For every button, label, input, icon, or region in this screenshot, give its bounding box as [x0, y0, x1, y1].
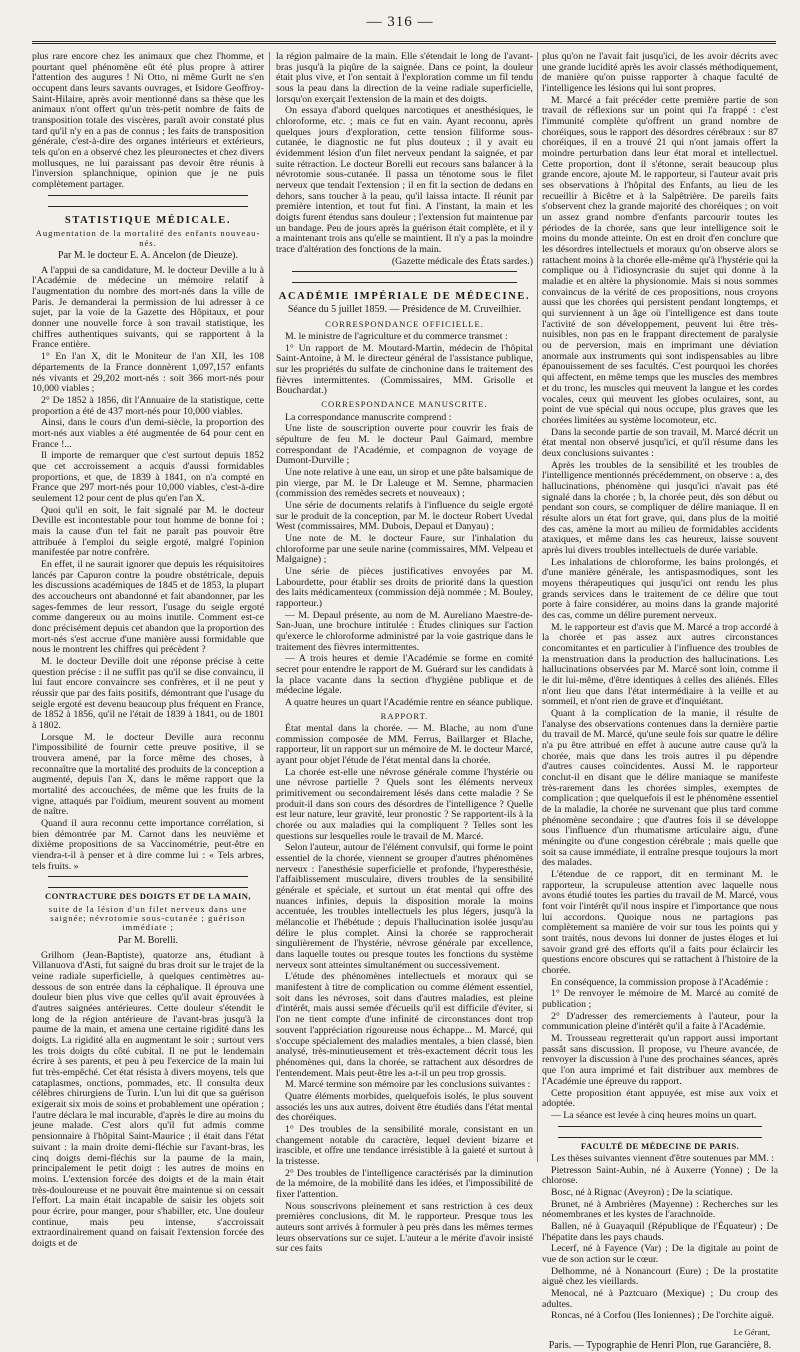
section-ornament [292, 271, 517, 283]
paragraph: M. Marcé termine son mémoire par les conclusions suivantes : [285, 1079, 531, 1091]
paragraph: Dans la seconde partie de son travail, M. Marcé décrit un état mental non observé jusqu'ici, et qu'il résume dans les deux conclusions suivantes : [542, 426, 778, 459]
section-heading-contracture: CONTRACTURE DES DOIGTS ET DE LA MAIN, [45, 891, 251, 902]
paragraph: M. Trousseau regretterait qu'un rapport aussi important passât sans discussion. Il propose, vu l'heure avancée, de renvoyer la discussion à l'une des prochaines séances, après que l'on aura imprimé et fait distribuer aux membres de l'Académie une épreuve du rapport. [542, 1033, 778, 1087]
thesis-entry: Pietresson Saint-Aubin, né à Auxerre (Yonne) ; De la chlorose. [542, 1164, 778, 1187]
paragraph: M. le ministre de l'agriculture et du commerce transmet : [285, 331, 508, 343]
section-heading-faculte: FACULTÉ DE MÉDECINE DE PARIS. [580, 1140, 740, 1151]
column-1 [32, 51, 264, 1249]
page-number: — 316 — [366, 14, 434, 30]
column-divider [537, 52, 538, 1162]
paragraph: plus rare encore chez les animaux que chez l'homme, et pourtant quel phénomène eût été plus propre à attirer l'attention des augures ! Ni Otto, ni même Gurlt ne s'en occupent dans leurs savants ouvrages, et Isidore Geoffroy-Saint-Hilaire, après avoir mentionné dans sa thèse que les animaux n'ont offert qu'un très-petit nombre de faits de transposition totale des viscères, paraît avoir constaté plus tard qu'il n'y en a pas de connus ; les faits de transposition générale, c'est-à-dire des organes intérieurs et extérieurs, tels qu'on en a observé chez les pleuronectes et chez divers mollusques, ne lui paraissant pas devoir être réunis à l'inversion splanchnique, opinion que je ne puis complètement partager. [32, 51, 264, 191]
thesis-entry: Lecerf, né à Fayence (Var) ; De la digitale au point de vue de son action sur le cœur. [542, 1243, 778, 1265]
paragraph: Quant à la complication de la manie, il résulte de l'analyse des observations contenues dans la dernière partie du travail de M. Marcé, qu'une seule fois sur quatre le délire n'a pu être attribué en effet à aucune autre cause qu'à la chorée, mais que dans les trois autres il pu dépendre d'autres causes coïncidentes. Aussi M. le rapporteur conclut-il en disant que le délire maniaque se manifeste très-rarement dans les chorées simples, exemptes de complication ; que quelquefois il est le phénomène essentiel de la maladie, la chorée ne survenant que plus tard comme phénomène secondaire ; que d'autres fois il se développe sous l'influence d'un rhumatisme articulaire aigu, d'une méningite ou d'une congestion cérébrale ; mais quelle que soit sa cause immédiate, il entraîne presque toujours la mort des malades. [542, 707, 778, 869]
paragraph: plus qu'on ne l'avait fait jusqu'ici, de les avoir décrits avec une grande lucidité après les avoir classés méthodiquement, de manière qu'on puisse rapporter à chaque faculté de l'intelligence les lésions qui lui sont propres. [542, 51, 778, 95]
gerant-signature: Le Gérant, [733, 1326, 770, 1337]
paragraph: — A trois heures et demie l'Académie se forme en comité secret pour entendre le rapport de M. Guérard sur les candidats à la place vacante dans la section d'hygiène publique et de médecine légale. [276, 653, 533, 697]
thesis-entry: Roncas, né à Corfou (Iles Ioniennes) ; De l'orchite aiguë. [551, 1310, 774, 1322]
paragraph: Une note de M. le docteur Faure, sur l'inhalation du chloroforme par une seule narine (commissaires, MM. Velpeau et Malgaigne) ; [276, 532, 533, 566]
thesis-entry: Bosc, né à Rignac (Aveyron) ; De la sciatique. [551, 1186, 733, 1198]
paragraph: 1° De renvoyer le mémoire de M. Marcé au comité de publication ; [542, 988, 778, 1011]
article-subtitle: suite de la lésion d'un filet nerveux dans une saignée; névrotomie sous-cutanée ; guérison immédiate ; [48, 903, 248, 933]
section-ornament [48, 195, 248, 207]
paragraph: La chorée est-elle une névrose générale comme l'hystérie ou une névrose partielle ? Quels sont les éléments nerveux primitivement ou secondairement lésés dans cette maladie ? Se produit-il dans son cours des désordres de l'intelligence ? Quelle est leur nature, leur gravité, leur pronostic ? Se rapportent-ils à la chorée ou aux maladies qui la compliquent ? Telles sont les questions sur lesquelles roule le travail de M. Marcé. [276, 766, 533, 842]
paragraph: Selon l'auteur, autour de l'élément convulsif, qui forme le point essentiel de la chorée, viennent se grouper d'autres phénomènes nerveux : l'anesthésie superficielle et profonde, l'hyperesthésie, l'affaiblissement musculaire, divers troubles de la sensibilité générale et spéciale, et surtout un état mental qui offre des nuances infinies, depuis la disposition morale la moins accentuée, les troubles intellectuels les plus légers, jusqu'à la mélancolie et l'hébétude ; depuis l'hallucination isolée jusqu'au délire le plus complet. Ainsi la chorée se rapprocherait singulièrement de l'hystérie, névrose générale par excellence, dans laquelle toutes ou presque toutes les fonctions du système nerveux sont atteintes simultanément ou successivement. [276, 842, 533, 971]
paragraph: L'étendue de ce rapport, dit en terminant M. le rapporteur, la scrupuleuse attention avec laquelle nous avons étudié toutes les parties du travail de M. Marcé, vous font voir l'intérêt qu'il nous inspire et l'importance que nous lui accordons. Quoique nous ne partagions pas complètement sa manière de voir sur tous les points qui y sont traités, nous devons lui donner de justes éloges et lui savoir grand gré des efforts qu'il a faits pour éclaircir les questions encore obscures qui se rattachent à l'histoire de la chorée. [542, 869, 778, 977]
paragraph: Les thèses suivantes viennent d'être soutenues par MM. : [551, 1152, 774, 1164]
section-heading-academie: ACADÉMIE IMPÉRIALE DE MÉDECINE. [278, 291, 531, 303]
paragraph: Ainsi, dans le cours d'un demi-siècle, la proportion des mort-nés aux viables a été augmentée de 64 pour cent en France !... [32, 417, 264, 450]
section-ornament [558, 1126, 762, 1138]
paragraph: En conséquence, la commission propose à l'Académie : [551, 976, 769, 988]
paragraph: Cette proposition étant appuyée, est mise aux voix et adoptée. [542, 1087, 778, 1110]
printer-colophon: Paris. — Typographie de Henri Plon, rue Garancière, 8. [548, 1340, 772, 1352]
paragraph: 2° De 1852 à 1856, dit l'Annuaire de la statistique, cette proportion a été de 437 mort-nés pour 10,000 viables. [32, 394, 264, 417]
thesis-entry: Delhomme, né à Nonancourt (Eure) ; De la prostatite aiguë chez les vieillards. [542, 1265, 778, 1288]
paragraph: Grilhom (Jean-Baptiste), quatorze ans, étudiant à Villanuova d'Asti, fut saigné du bras droit sur le trajet de la veine radiale superficielle, à quelques centimètres au-dessous de son entrée dans la céphalique. Il éprouva une douleur bien plus vive que celles qu'il avait éprouvées à d'autres saignées antérieures. Cette douleur s'étendit le long de la région antérieure de l'avant-bras jusqu'à la paume de la main, et amena une certaine rigidité dans les doigts. La rigidité alla en augmentant le soir ; surtout vers les trois doigts du côté cubital. Il ne put le lendemain écrire à ses parents, et peu à peu l'exercice de la main lui fut très-empêché. Cet état résista à divers moyens, tels que cataplasmes, onctions, pommades, etc. Il consulta deux célèbres chirurgiens de Turin. L'un lui dit que sa guérison exigerait six mois de soins et probablement une opération ; l'autre déclara le mal incurable, d'après le dire au moins du jeune malade. C'est alors qu'il fut admis comme pensionnaire à l'hôpital Saint-Maurice ; il était dans l'état suivant : la main droite demi-fléchie sur l'avant-bras, les cinq doigts demi-fléchis sur la paume de la main, principalement le petit doigt : les autres de moins en moins. L'extension forcée des doigts et de la main était très-douloureuse et ne pouvait être maintenue si on cessait l'effort. La main était incapable de saisir les objets soit pour écrire, pour manger, pour s'habiller, etc. Une douleur continue, mais peu intense, s'accroissait extraordinairement quand on faisait l'extension forcée des doigts et de [32, 949, 264, 1249]
citation-source: (Gazette médicale des États sardes.) [391, 255, 533, 267]
paragraph: Quand il aura reconnu cette importance corrélation, si bien démontrée par M. Carnot dans les neuvième et dixième propositions de sa Vaccinométrie, peut-être en viendra-t-il à penser et à dire comme lui : « Tels arbres, tels fruits. » [32, 818, 264, 872]
article-title: Augmentation de la mortalité des enfants nouveau-nés. [35, 228, 261, 248]
subheading: RAPPORT. [380, 710, 429, 721]
paragraph: A l'appui de sa candidature, M. le docteur Deville a lu à l'Académie de médecine un mémoire relatif à l'augmentation du nombre des mort-nés dans la ville de Paris. Je demanderai la permission de lui adresser à ce sujet, par la voie de la Gazette des Hôpitaux, et pour donner une nouvelle force à son travail statistique, les chiffres authentiques suivants, qui se rapportent à la France entière. [32, 264, 264, 351]
column-2 [276, 51, 533, 1255]
paragraph: En effet, il ne saurait ignorer que depuis les réquisitoires lancés par Capuron contre la poudre obstétricale, depuis les discussions académiques de 1845 et de 1853, la plupart des accoucheurs ont abandonné et fait abandonner, par les sages-femmes de leur ressort, l'usage du seigle ergoté comme dangereux ou au moins inutile. Comment est-ce donc précisément depuis cet abandon que la proportion des mort-nés s'est accrue d'une manière aussi formidable que nous le montrent les chiffres qui précèdent ? [32, 558, 264, 656]
paragraph: — La séance est levée à cinq heures moins un quart. [551, 1109, 757, 1121]
paragraph: Quoi qu'il en soit, le fait signalé par M. le docteur Deville est incontestable pour tout homme de bonne foi ; mais la cause d'un tel fait ne paraît pas pouvoir être attribuée à l'emploi du seigle ergoté, malgré l'opinion manifestée par notre confrère. [32, 504, 264, 559]
thesis-entry: Ballen, né à Guayaquil (République de l'Équateur) ; De l'hépatite dans les pays chauds. [542, 1220, 778, 1243]
subheading: CORRESPONDANCE OFFICIELLE. [325, 318, 484, 329]
paragraph: M. le rapporteur est d'avis que M. Marcé a trop accordé à la chorée et pas assez aux autres circonstances concomitantes et en particulier à l'influence des troubles de la menstruation dans la production des hallucinations. Les hallucinations observées par M. Marcé sont loin, comme il le dit lui-même, d'être identiques à celles des aliénés. Elles n'ont lieu que dans l'état intermédiaire à la veille et au sommeil, et n'ont rien de grave et d'inquiétant. [542, 621, 778, 708]
paragraph: État mental dans la chorée. — M. Blache, au nom d'une commission composée de MM. Ferrus, Baillarger et Blache, rapporteur, lit un rapport sur un mémoire de M. le docteur Marcé, ayant pour objet l'étude de l'état mental dans la chorée. [276, 723, 533, 767]
article-author: Par M. le docteur E. A. Ancelon (de Dieuze). [58, 249, 238, 261]
paragraph: Les inhalations de chloroforme, les bains prolongés, et d'une manière générale, les antispasmodiques, sont les moyens thérapeutiques qui jusqu'ici ont rendu les plus grands services dans le traitement de ce délire que tout porte à faire considérer, au moins dans la grande majorité des cas, comme un délire purement nerveux. [542, 556, 778, 621]
paragraph: — M. Depaul présente, au nom de M. Aureliano Maestre-de-San-Juan, une brochure intitulée : Études cliniques sur l'action qu'exerce le chloroforme administré par la voie gastrique dans le traitement des fièvres intermittentes. [276, 609, 533, 653]
paragraph: 1° En l'an X, dit le Moniteur de l'an XII, les 108 départements de la France donnèrent 1,097,157 enfants nés vivants et 29,202 mort-nés : soit 366 mort-nés pour 10,000 viables ; [32, 351, 264, 395]
paragraph: la région palmaire de la main. Elle s'étendait le long de l'avant-bras jusqu'à la piqûre de la saignée. Dans ce point, la douleur était plus vive, et l'on sentait à l'exploration comme un fil tendu sous la peau dans la direction de la veine radiale superficielle, lorsqu'on exerçait l'extension de la main et des doigts. [276, 51, 533, 105]
paragraph: On essaya d'abord quelques narcotiques et anesthésiques, le chloroforme, etc. ; mais ce fut en vain. Ayant reconnu, après quelques jours d'exploration, cette tension filiforme sous-cutanée, le diagnostic ne fut plus douteux ; il y avait eu évidemment lésion d'un filet nerveux pendant la saignée, et par suite rétraction. Le docteur Borelli eut recours sans balancer à la névrotomie sous-cutanée. Il passa un ténotome sous le filet nerveux que tendait l'extension ; il en fit la section de dedans en dehors, sans toucher à la peau, qu'il laissa intacte. Il réunit par première intention, et tout fut fini. A l'instant, la main et les doigts furent étendus sans douleur ; l'extension fut maintenue par un bandage. Peu de jours après la guérison était complète, et il y a maintenant trois ans qu'elle se maintient. Il n'y a pas la moindre trace d'altération des fonctions de la main. [276, 105, 533, 256]
paragraph: Il importe de remarquer que c'est surtout depuis 1852 que cet accroissement a acquis d'aussi formidables proportions, et que, de 1839 à 1841, on n'a compté en France que 297 mort-nés pour 10,000 viables, c'est-à-dire seulement 12 pour cent de plus qu'en l'an X. [32, 450, 264, 504]
subheading: CORRESPONDANCE MANUSCRITE. [321, 399, 488, 410]
paragraph: 2° Des troubles de l'intelligence caractérisés par la diminution de la mémoire, de la mobilité dans les idées, et l'impossibilité de fixer l'attention. [276, 1167, 533, 1200]
paragraph: M. Marcé a fait précéder cette première partie de son travail de réflexions sur un point qui l'a frappé : c'est l'immunité complète qu'offrent un grand nombre de choréiques, sous le rapport des désordres cérébraux : sur 87 choréiques, il en a trouvé 21 qui n'ont jamais offert la moindre perturbation dans leur état moral et intellectuel. Cette proportion, dont il s'étonne, serait beaucoup plus grande encore, ajoute M. le rapporteur, si l'auteur avait pris ses observations à l'hôpital des Enfants, au lieu de les recueillir à Bicêtre et à la Salpêtrière. De pareils faits s'observent chez la grande majorité des choréiques ; on voit un assez grand nombre d'enfants parcourir toutes les périodes de la chorée, sans que leur intelligence soit le moins du monde atteinte. On est en droit d'en conclure que les désordres intellectuels et moraux qu'on observe alors se rattachent moins à la chorée elle-même qu'à l'hystérie qui la complique ou à l'idiosyncrasie du sujet qui donne à la maladie et en altère la physionomie. Mais si nous sommes convaincus de la vérité de ces propositions, nous croyons aussi que les chorées qui persistent pendant longtemps, et qui surviennent à un âge où l'intelligence est dans toute l'activité de son développement, peuvent lui être très-nuisibles, non pas en le frappant directement de paralysie ou de perversion, mais en imprimant une déviation anormale aux instruments qui sont indispensables au libre épanouissement de ses facultés. C'est pourquoi les chorées qui affectent, en même temps que les muscles des membres et du tronc, les muscles qui meuvent la langue et les cordes vocales, ceux qui meuvent les globes oculaires, sont, au point de vue spécial qui nous occupe, plus graves que les chorées limitées au système locomoteur, etc. [542, 94, 778, 426]
paragraph: Quatre éléments morbides, quelquefois isolés, le plus souvent associés les uns aux autres, doivent être étudiés dans l'état mental des choréiques. [276, 1090, 533, 1124]
paragraph: Lorsque M. le docteur Deville aura reconnu l'impossibilité de fournir cette preuve positive, il se trouvera amené, par la force même des choses, à reconnaître que la mortalité des produits de la conception a augmenté, depuis l'an X, dans le même rapport que la mortalité des accouchées, de même que les fruits de la vigne, attaqués par l'oïdium, meurent souvent au moment de naître. [32, 731, 264, 818]
section-heading-statistique: STATISTIQUE MÉDICALE. [64, 214, 232, 226]
article-author: Par M. Borelli. [118, 934, 178, 946]
column-3 [542, 51, 778, 1352]
session-line: Séance du 5 juillet 1859. — Présidence de M. Cruveilhier. [287, 303, 522, 315]
column-divider [269, 52, 270, 1162]
section-ornament [48, 876, 248, 888]
thesis-entry: Menocal, né à Paztcuaro (Mexique) ; Du croup des adultes. [542, 1287, 778, 1310]
paragraph: Après les troubles de la sensibilité et les troubles de l'intelligence mentionnés précédemment, on observe : a, des hallucinations, phénomène qui jusqu'ici n'avait pas été signalé dans la chorée ; b, la chorée peut, dès son début ou pendant son cours, se compliquer de délire maniaque. Il en résulte alors un état fort grave, qui, dans plus de la moitié des cas, amène la mort au milieu de formidables accidents ataxiques, et même dans les cas heureux, laisse souvent après lui divers troubles intellectuels de durée variable. [542, 459, 778, 556]
paragraph: 1° Un rapport de M. Moutard-Martin, médecin de l'hôpital Saint-Antoine, à M. le directeur général de l'assistance publique, sur les propriétés du sulfate de cinchonine dans le traitement des fièvres intermittentes. (Commissaires, MM. Grisolle et Bouchardat.) [276, 342, 533, 397]
paragraph: Nous souscrivons pleinement et sans restriction à ces deux premières conclusions, dit M. le rapporteur. Presque tous les auteurs sont arrivés à formuler à peu près dans les mêmes termes leurs observations sur ce sujet. L'auteur a le mérite d'avoir insisté sur ces faits [276, 1200, 533, 1255]
paragraph: La correspondance manuscrite comprend : [285, 411, 452, 423]
paragraph: 2° D'adresser des remerciements à l'auteur, pour la communication pleine d'intérêt qu'il a faite à l'Académie. [542, 1010, 778, 1033]
paragraph: L'étude des phénomènes intellectuels et moraux qui se manifestent à titre de complication ou comme élément essentiel, soit dans les névroses, soit dans d'autres maladies, est pleine d'intérêt, mais aussi semée d'écueils qu'il est difficile d'éviter, si l'on ne tient compte d'une infinité de circonstances dont trop souvent l'appréciation rigoureuse nous échappe... M. Marcé, qui s'occupe spécialement des maladies mentales, a bien classé, bien analysé, très-minutieusement et très-exactement décrit tous les phénomènes qui, dans la chorée, se rattachent aux désordres de l'entendement. Mais peut-être les a-t-il un peu trop grossis. [276, 971, 533, 1079]
paragraph: Une série de pièces justificatives envoyées par M. Labourdette, pour établir ses droits de priorité dans la question des laits médicamenteux (commission déjà nommée ; M. Bouley, rapporteur.) [276, 565, 533, 609]
paragraph: 1° Des troubles de la sensibilité morale, consistant en un changement notable du caractère, lequel devient bizarre et irascible, et offre une tendance irrésistible à la gaieté et surtout à la tristesse. [276, 1123, 533, 1167]
header-rule [32, 41, 776, 44]
paragraph: Une série de documents relatifs à l'influence du seigle ergoté sur le produit de la conception, par M. le docteur Robert Uvedal West (commissaires, MM. Dubois, Depaul et Danyau) ; [276, 499, 533, 533]
paragraph: Une liste de souscription ouverte pour couvrir les frais de sépulture de feu M. le docteur Paul Gaimard, membre correspondant de l'Académie, et compagnon de voyage de Dumont-Durville ; [276, 423, 533, 467]
thesis-entry: Brunet, né à Ambrières (Mayenne) : Recherches sur les néomembranes et les kystes de l'arachnoïde. [542, 1198, 778, 1221]
paragraph: A quatre heures un quart l'Académie rentre en séance publique. [285, 696, 533, 708]
paragraph: Une note relative à une eau, un sirop et une pâte balsamique de pin vierge, par M. le Dr Laleuge et M. Semne, pharmacien (commission des remèdes secrets et nouveaux) ; [276, 466, 533, 500]
paragraph: M. le docteur Deville doit une réponse précise à cette question précise : il ne suffit pas qu'il se dise convaincu, il lui faut encore convaincre ses confrères, et il ne peut y réussir que par des faits positifs, démontrant que l'usage du seigle ergoté est devenu beaucoup plus fréquent en France, de 1852 à 1856, qu'il ne l'était de 1839 à 1841, ou de 1801 à 1802. [32, 655, 264, 731]
